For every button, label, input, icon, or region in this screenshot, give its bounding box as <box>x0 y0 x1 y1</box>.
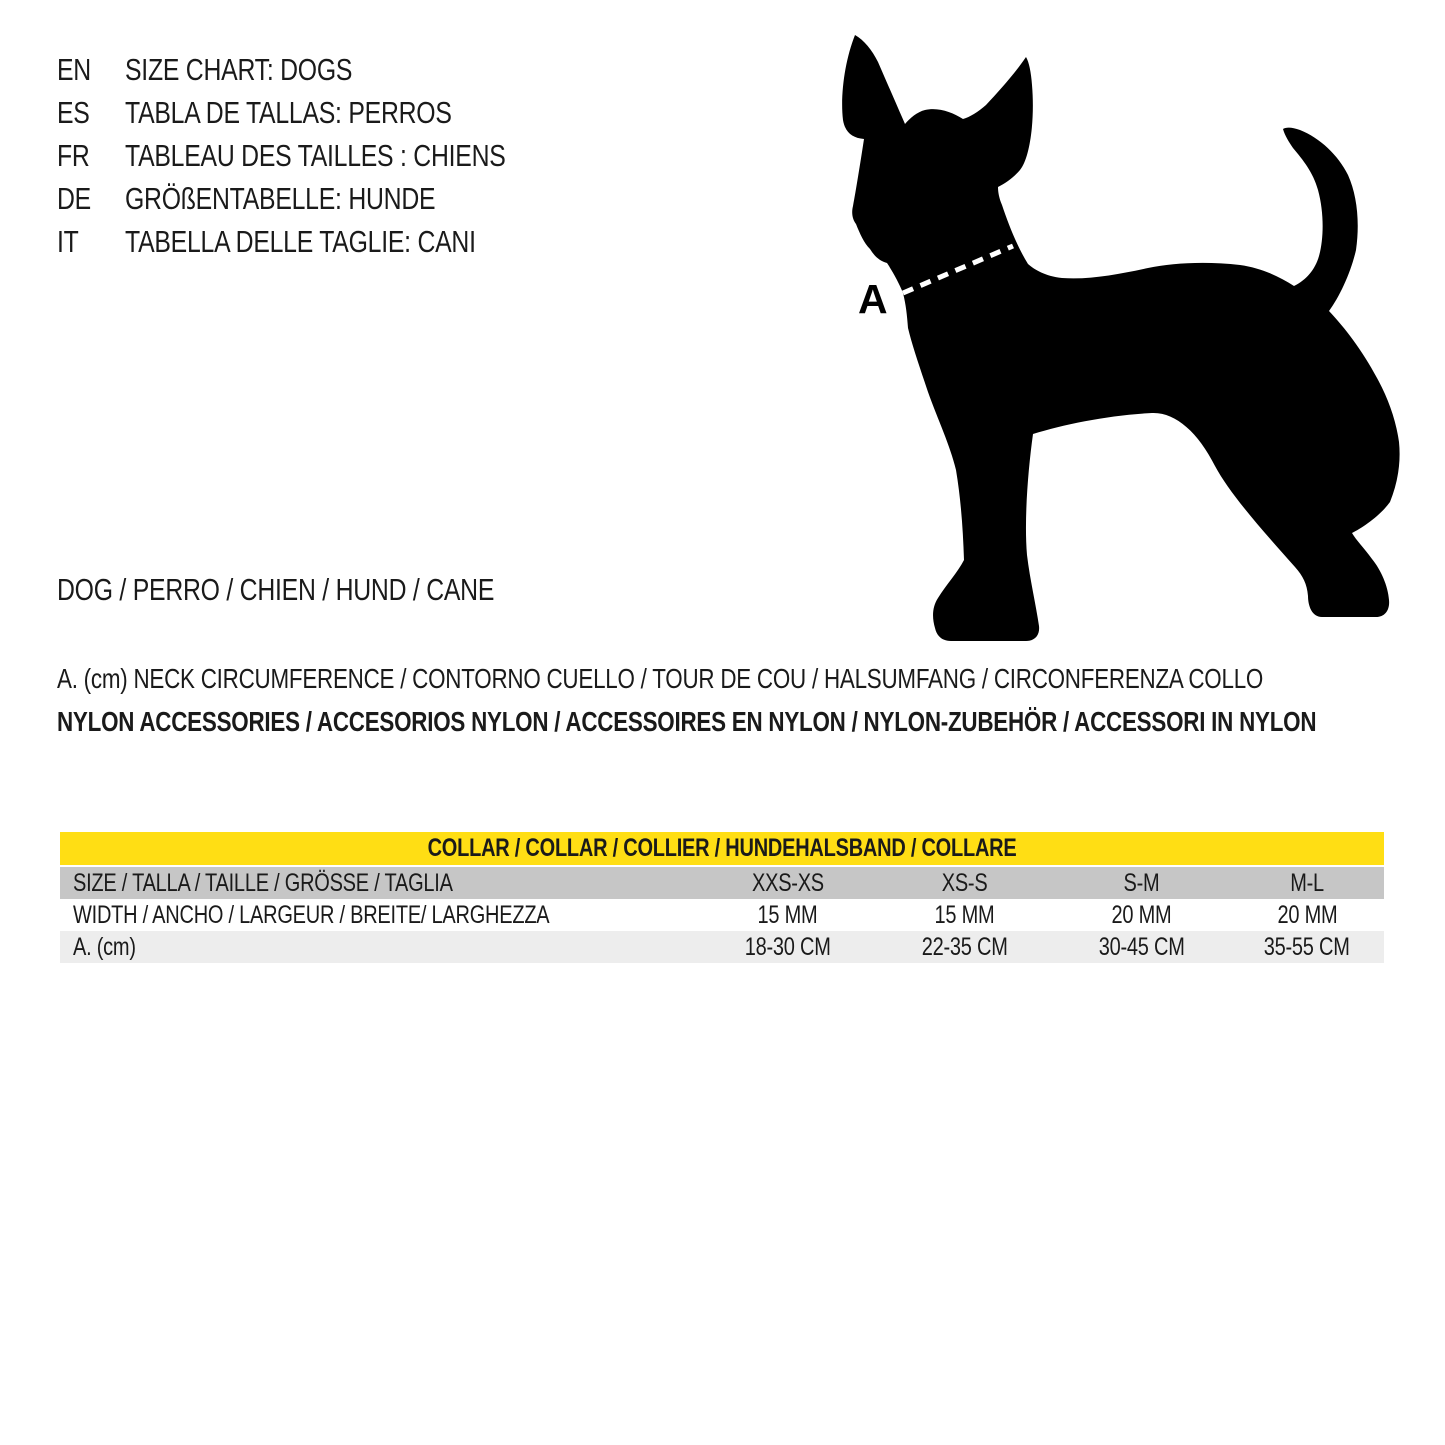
row-label: WIDTH / ANCHO / LARGEUR / BREITE/ LARGHEZZA <box>73 900 550 929</box>
size-table <box>60 832 1384 963</box>
neck-value: 18-30 CM <box>744 932 831 961</box>
language-item <box>57 91 601 134</box>
language-code: EN <box>57 51 91 87</box>
language-list <box>57 48 601 263</box>
table-row-neck <box>60 931 1384 963</box>
language-item <box>57 134 601 177</box>
language-item <box>57 177 601 220</box>
note-material-text: NYLON ACCESSORIES / ACCESORIOS NYLON / ACCESSOIRES EN NYLON / NYLON-ZUBEHÖR / ACCESSORI IN NYLON <box>57 706 1317 737</box>
language-code: DE <box>57 180 91 216</box>
dog-caption-text: DOG / PERRO / CHIEN / HUND / CANE <box>57 572 495 607</box>
size-value: XXS-XS <box>751 868 824 897</box>
table-title: COLLAR / COLLAR / COLLIER / HUNDEHALSBAND / COLLARE <box>427 834 1017 862</box>
width-value: 20 MM <box>1111 900 1172 929</box>
language-item <box>57 220 601 263</box>
language-label: GRÖßENTABELLE: HUNDE <box>125 180 436 216</box>
size-value: XS-S <box>941 868 988 897</box>
language-code: IT <box>57 223 79 259</box>
table-row-width <box>60 899 1384 931</box>
language-label: TABLEAU DES TAILLES : CHIENS <box>125 137 506 173</box>
note-material <box>57 705 1445 739</box>
language-item <box>57 48 601 91</box>
neck-value: 22-35 CM <box>921 932 1008 961</box>
language-label: TABLA DE TALLAS: PERROS <box>125 94 452 130</box>
size-value: S-M <box>1123 868 1160 897</box>
measure-label-a: A <box>858 276 888 322</box>
dog-figure <box>828 20 1413 645</box>
neck-value: 30-45 CM <box>1098 932 1185 961</box>
row-label: SIZE / TALLA / TAILLE / GRÖSSE / TAGLIA <box>73 868 453 897</box>
note-measurement-text: A. (cm) NECK CIRCUMFERENCE / CONTORNO CUELLO / TOUR DE COU / HALSUMFANG / CIRCONFERENZA COLLO <box>57 663 1264 694</box>
language-code: ES <box>57 94 90 130</box>
language-label: SIZE CHART: DOGS <box>125 51 353 87</box>
size-value: M-L <box>1290 868 1324 897</box>
table-title-bar <box>60 832 1384 865</box>
language-code: FR <box>57 137 90 173</box>
dog-silhouette-icon <box>842 35 1399 641</box>
width-value: 15 MM <box>757 900 818 929</box>
note-measurement <box>57 662 1445 696</box>
width-value: 20 MM <box>1277 900 1337 929</box>
neck-value: 35-55 CM <box>1264 932 1350 961</box>
row-label: A. (cm) <box>73 932 136 961</box>
dog-caption <box>57 572 603 608</box>
table-row-size <box>60 867 1384 899</box>
width-value: 15 MM <box>934 900 995 929</box>
language-label: TABELLA DELLE TAGLIE: CANI <box>125 223 476 259</box>
